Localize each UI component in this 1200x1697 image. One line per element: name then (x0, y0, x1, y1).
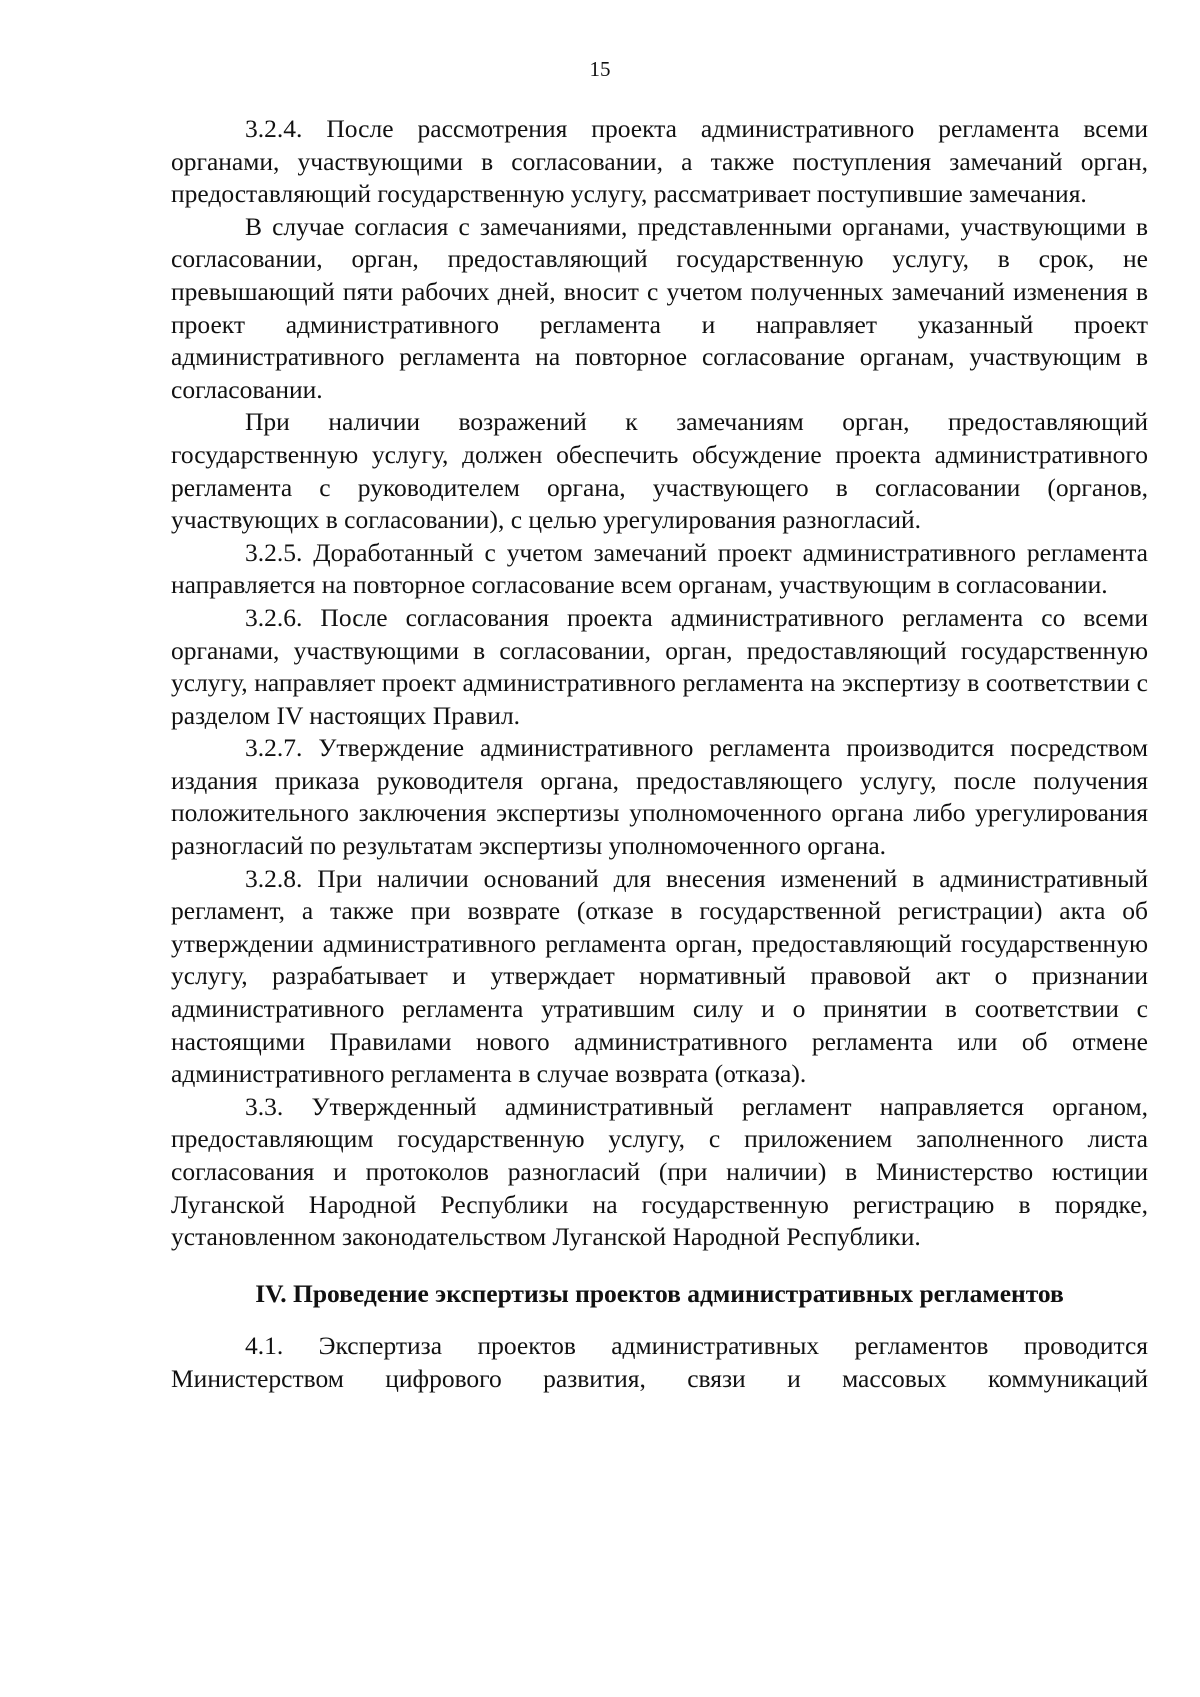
paragraph-3-3: 3.3. Утвержденный административный регламент направляется органом, предоставляющим государственную услугу, с приложением заполненного листа согласования и протоколов разногласий (при наличии) в Министерство юстиции Луганской Народной Республики на государственную регистрацию в порядке, установленном законодательством Луганской Народной Республики. (171, 1091, 1148, 1252)
paragraph-3-2-7: 3.2.7. Утверждение административного регламента производится посредством издания приказа руководителя органа, предоставляющего услугу, после получения положительного заключения экспертизы уполномоченного органа либо урегулирования разногласий по результатам экспертизы уполномоченного органа. (171, 733, 1148, 861)
section-heading-iv: IV. Проведение экспертизы проектов административных регламентов (255, 1278, 1064, 1308)
page-number: 15 (589, 57, 611, 81)
document-body (171, 113, 1148, 1396)
paragraph-3-2-5: 3.2.5. Доработанный с учетом замечаний проект административного регламента направляется на повторное согласование всем органам, участвующим в согласовании. (171, 537, 1148, 600)
paragraph-objections-to-remarks: При наличии возражений к замечаниям орган, предоставляющий государственную услугу, должен обеспечить обсуждение проекта административного регламента с руководителем органа, участвующего в согласовании (органов, участвующих в согласовании), с целью урегулирования разногласий. (171, 407, 1148, 535)
paragraph-3-2-8: 3.2.8. При наличии оснований для внесения изменений в административный регламент, а также при возврате (отказе в государственной регистрации) акта об утверждении административного регламента орган, предоставляющий государственную услугу, разрабатывает и утверждает нормативный правовой акт о признании административного регламента утратившим силу и о принятии в соответствии с настоящими Правилами нового административного регламента или об отмене административного регламента в случае возврата (отказа). (171, 863, 1148, 1089)
paragraph-agreement-with-remarks: В случае согласия с замечаниями, представленными органами, участвующими в согласовании, орган, предоставляющий государственную услугу, в срок, не превышающий пяти рабочих дней, вносит с учетом полученных замечаний изменения в проект административного регламента и направляет указанный проект административного регламента на повторное согласование органам, участвующим в согласовании. (171, 211, 1148, 404)
paragraph-3-2-4: 3.2.4. После рассмотрения проекта административного регламента всеми органами, участвующими в согласовании, а также поступления замечаний орган, предоставляющий государственную услугу, рассматривает поступившие замечания. (171, 114, 1148, 209)
paragraph-4-1: 4.1. Экспертиза проектов административных регламентов проводится Министерством цифрового развития, связи и массовых коммуникаций (171, 1331, 1148, 1393)
paragraph-3-2-6: 3.2.6. После согласования проекта административного регламента со всеми органами, участвующими в согласовании, орган, предоставляющий государственную услугу, направляет проект административного регламента на экспертизу в соответствии с разделом IV настоящих Правил. (171, 602, 1148, 730)
